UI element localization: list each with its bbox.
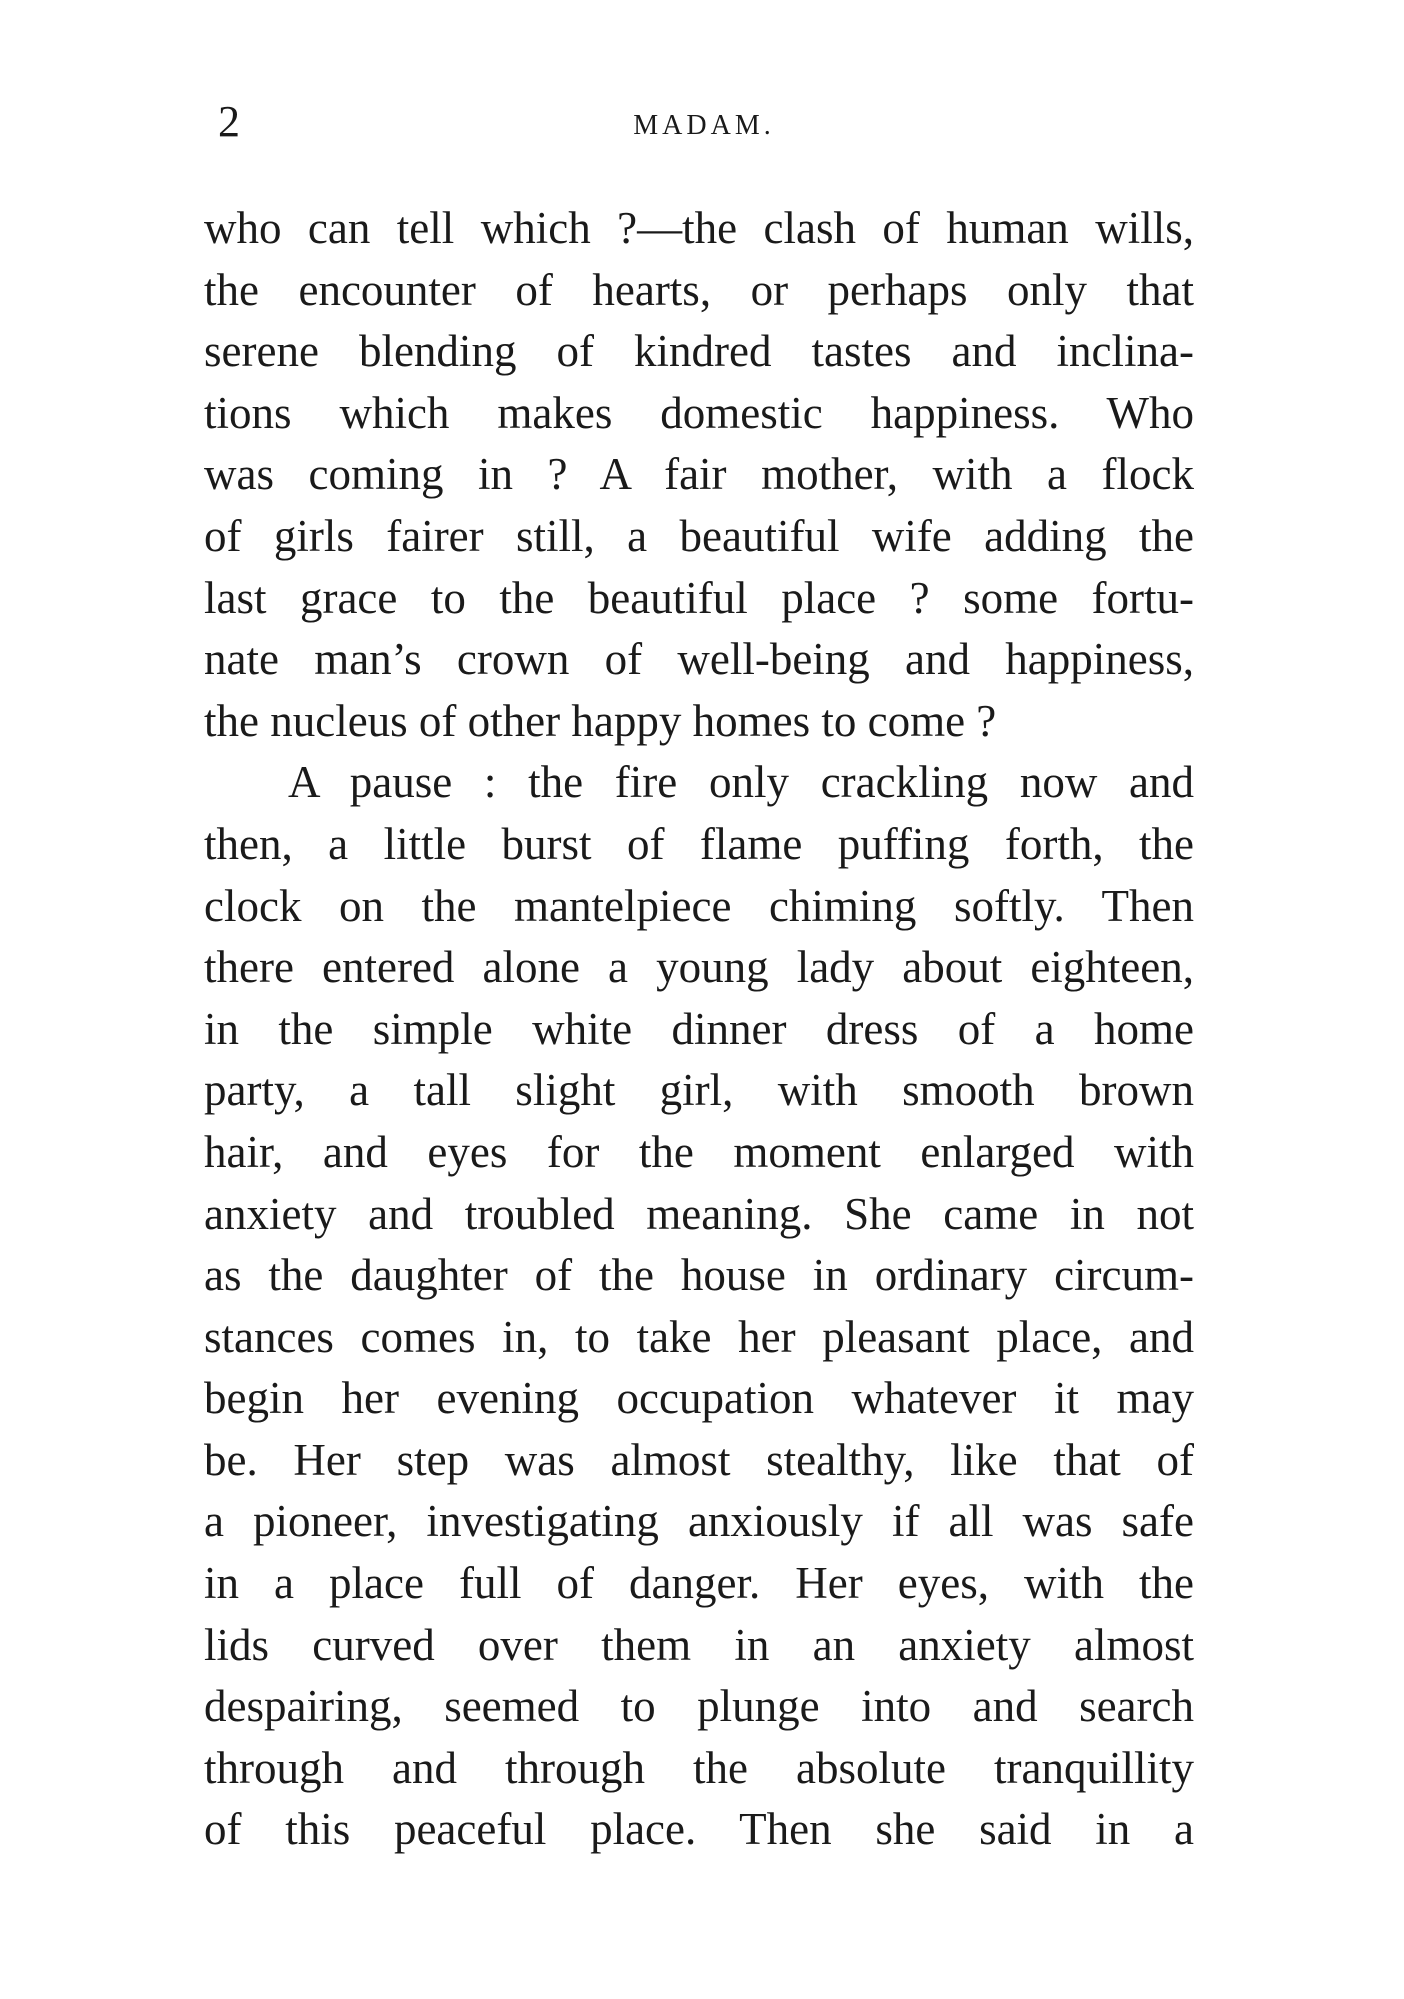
text-line: there entered alone a young lady about eighteen, xyxy=(204,942,1194,993)
text-line: anxiety and troubled meaning. She came in not xyxy=(204,1188,1194,1239)
text-line: who can tell which ?—the clash of human wills, xyxy=(204,203,1194,253)
text-line: last grace to the beautiful place ? some fortu- xyxy=(204,572,1194,623)
text-line: A pause : the fire only crackling now and xyxy=(288,757,1194,808)
text-line: clock on the mantelpiece chiming softly. Then xyxy=(204,880,1194,931)
text-line: be. Her step was almost stealthy, like that of xyxy=(204,1434,1194,1485)
text-line: in the simple white dinner dress of a home xyxy=(204,1003,1194,1054)
text-line: of girls fairer still, a beautiful wife adding the xyxy=(204,510,1194,561)
text-line: a pioneer, investigating anxiously if all was safe xyxy=(204,1496,1194,1547)
text-line: party, a tall slight girl, with smooth brown xyxy=(204,1065,1194,1116)
running-title: MADAM. xyxy=(633,110,775,141)
text-line: in a place full of danger. Her eyes, with the xyxy=(204,1558,1194,1609)
text-line: the nucleus of other happy homes to come ? xyxy=(204,695,997,746)
text-line: hair, and eyes for the moment enlarged with xyxy=(204,1126,1194,1177)
text-line: serene blending of kindred tastes and inclina- xyxy=(204,326,1194,377)
text-line: as the daughter of the house in ordinary circum- xyxy=(204,1250,1194,1301)
text-line: then, a little burst of flame puffing forth, the xyxy=(204,818,1194,869)
text-line: of this peaceful place. Then she said in a xyxy=(204,1804,1194,1855)
text-line: through and through the absolute tranquillity xyxy=(204,1742,1194,1793)
text-line: nate man’s crown of well-being and happiness, xyxy=(204,634,1194,685)
text-line: the encounter of hearts, or perhaps only that xyxy=(204,264,1194,315)
text-line: despairing, seemed to plunge into and search xyxy=(204,1681,1194,1732)
page-header xyxy=(204,96,1204,156)
page-number: 2 xyxy=(218,97,240,146)
text-line: begin her evening occupation whatever it may xyxy=(204,1373,1194,1424)
text-line: tions which makes domestic happiness. Who xyxy=(204,387,1194,438)
text-line: was coming in ? A fair mother, with a flock xyxy=(204,449,1194,500)
text-line: lids curved over them in an anxiety almost xyxy=(204,1619,1194,1670)
text-line: stances comes in, to take her pleasant place, and xyxy=(204,1311,1194,1362)
body-text xyxy=(204,198,1194,1861)
